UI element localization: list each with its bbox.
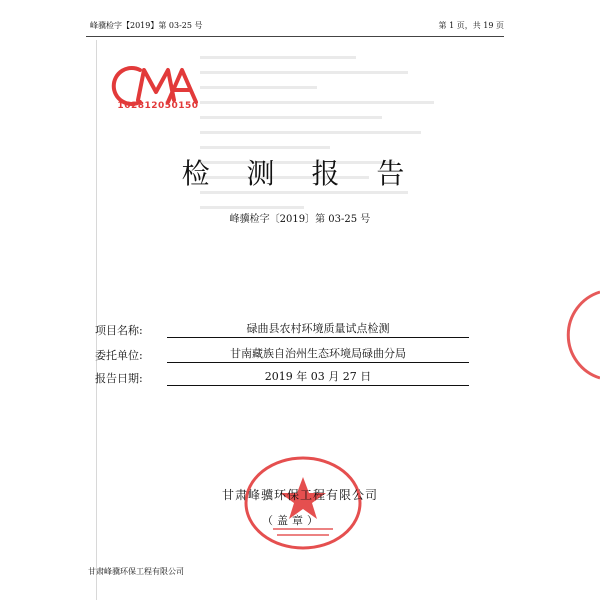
field-client [95, 345, 469, 363]
field-label: 委托单位: [95, 349, 143, 362]
report-title: 检 测 报 告 [181, 157, 419, 190]
report-number: 峰骥检字〔2019〕第 03-25 号 [229, 214, 371, 225]
field-report-date [95, 368, 469, 386]
field-value: 2019 年 03 月 27 日 [167, 368, 469, 386]
official-seal-icon [243, 455, 363, 551]
footer-company: 甘肃峰骥环保工程有限公司 [88, 567, 184, 576]
field-value: 碌曲县农村环境质量试点检测 [167, 320, 469, 338]
issuer-company: 甘肃峰骥环保工程有限公司 [221, 488, 378, 502]
field-label: 项目名称: [95, 324, 143, 337]
field-label: 报告日期: [95, 372, 143, 385]
edge-seal-fragment-icon [560, 290, 600, 380]
seal-note: （盖章） [262, 514, 322, 527]
field-project-name [95, 320, 469, 338]
field-value: 甘南藏族自治州生态环境局碌曲分局 [167, 345, 469, 363]
header-divider [86, 36, 504, 37]
cma-certificate-number: 162812050150 [117, 101, 199, 111]
header-page-info: 第 1 页，共 19 页 [438, 21, 504, 30]
header-doc-ref: 峰骥检字【2019】第 03-25 号 [90, 21, 203, 30]
